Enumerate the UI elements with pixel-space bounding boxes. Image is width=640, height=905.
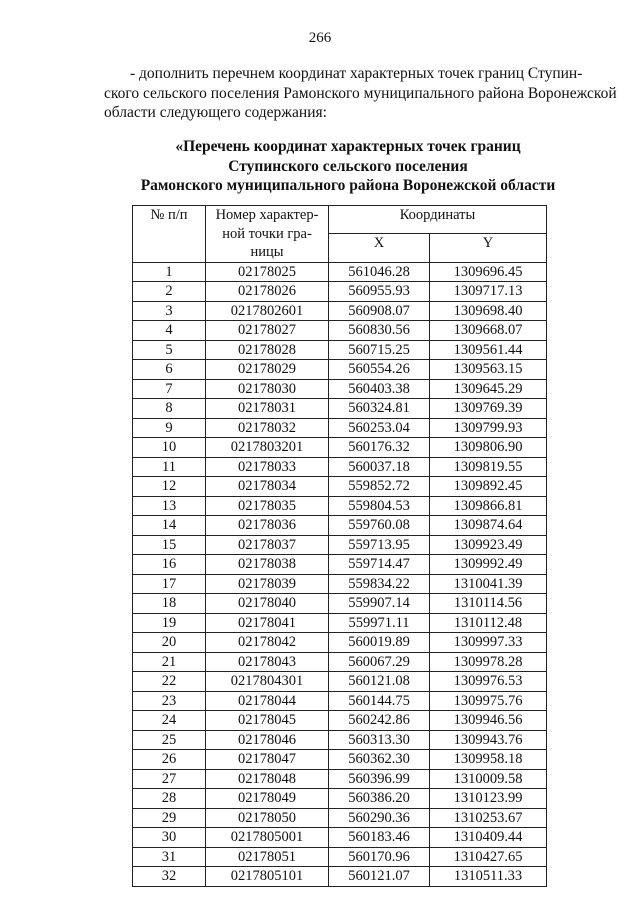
table-row <box>133 867 547 887</box>
row-number-cell: 9 <box>133 418 206 438</box>
header-point-line: Номер характер- <box>215 207 319 223</box>
row-number-cell: 12 <box>133 477 206 497</box>
point-id-cell: 02178040 <box>206 594 329 614</box>
heading-line: Рамонского муниципального района Воронежской области <box>140 177 556 194</box>
x-coordinate-cell: 560144.75 <box>329 691 430 711</box>
intro-line: - дополнить перечнем координат характерных точек границ Ступин- <box>130 65 583 82</box>
y-coordinate-cell: 1309892.45 <box>430 477 547 497</box>
y-coordinate-cell: 1309975.76 <box>430 691 547 711</box>
point-id-cell: 02178032 <box>206 418 329 438</box>
x-coordinate-cell: 560362.30 <box>329 750 430 770</box>
y-coordinate-cell: 1309769.39 <box>430 399 547 419</box>
x-coordinate-cell: 560170.96 <box>329 847 430 867</box>
y-coordinate-cell: 1309943.76 <box>430 730 547 750</box>
header-point-line: ницы <box>250 244 284 260</box>
y-coordinate-cell: 1310009.58 <box>430 769 547 789</box>
row-number-cell: 29 <box>133 808 206 828</box>
x-coordinate-cell: 559760.08 <box>329 516 430 536</box>
table-row <box>133 360 547 380</box>
y-coordinate-cell: 1309668.07 <box>430 321 547 341</box>
x-coordinate-cell: 560715.25 <box>329 340 430 360</box>
table-row <box>133 633 547 653</box>
x-coordinate-cell: 559907.14 <box>329 594 430 614</box>
point-id-cell: 02178034 <box>206 477 329 497</box>
point-id-cell: 02178028 <box>206 340 329 360</box>
y-coordinate-cell: 1309992.49 <box>430 555 547 575</box>
x-coordinate-cell: 560242.86 <box>329 711 430 731</box>
table-row <box>133 516 547 536</box>
row-number-cell: 18 <box>133 594 206 614</box>
table-heading <box>104 137 592 196</box>
x-coordinate-cell: 560019.89 <box>329 633 430 653</box>
row-number-cell: 19 <box>133 613 206 633</box>
x-coordinate-cell: 560908.07 <box>329 301 430 321</box>
table-row <box>133 301 547 321</box>
point-id-cell: 02178026 <box>206 282 329 302</box>
point-id-cell: 02178031 <box>206 399 329 419</box>
row-number-cell: 28 <box>133 789 206 809</box>
table-row <box>133 594 547 614</box>
header-y: Y <box>430 234 547 262</box>
row-number-cell: 25 <box>133 730 206 750</box>
table-row <box>133 750 547 770</box>
table-row <box>133 282 547 302</box>
point-id-cell: 02178050 <box>206 808 329 828</box>
table-row <box>133 418 547 438</box>
x-coordinate-cell: 560176.32 <box>329 438 430 458</box>
y-coordinate-cell: 1310112.48 <box>430 613 547 633</box>
table-row <box>133 789 547 809</box>
row-number-cell: 30 <box>133 828 206 848</box>
row-number-cell: 31 <box>133 847 206 867</box>
x-coordinate-cell: 560253.04 <box>329 418 430 438</box>
point-id-cell: 02178033 <box>206 457 329 477</box>
point-id-cell: 02178046 <box>206 730 329 750</box>
point-id-cell: 02178049 <box>206 789 329 809</box>
y-coordinate-cell: 1309696.45 <box>430 262 547 282</box>
table-body <box>133 262 547 886</box>
point-id-cell: 02178035 <box>206 496 329 516</box>
x-coordinate-cell: 560396.99 <box>329 769 430 789</box>
table-row <box>133 321 547 341</box>
row-number-cell: 22 <box>133 672 206 692</box>
table-row <box>133 438 547 458</box>
row-number-cell: 3 <box>133 301 206 321</box>
row-number-cell: 7 <box>133 379 206 399</box>
table-row <box>133 574 547 594</box>
y-coordinate-cell: 1309698.40 <box>430 301 547 321</box>
table-row <box>133 496 547 516</box>
row-number-cell: 23 <box>133 691 206 711</box>
point-id-cell: 0217803201 <box>206 438 329 458</box>
row-number-cell: 4 <box>133 321 206 341</box>
table-row <box>133 730 547 750</box>
row-number-cell: 21 <box>133 652 206 672</box>
y-coordinate-cell: 1309976.53 <box>430 672 547 692</box>
row-number-cell: 15 <box>133 535 206 555</box>
row-number-cell: 32 <box>133 867 206 887</box>
point-id-cell: 02178038 <box>206 555 329 575</box>
x-coordinate-cell: 560290.36 <box>329 808 430 828</box>
table-row <box>133 808 547 828</box>
table-row <box>133 457 547 477</box>
point-id-cell: 02178051 <box>206 847 329 867</box>
row-number-cell: 10 <box>133 438 206 458</box>
y-coordinate-cell: 1309958.18 <box>430 750 547 770</box>
y-coordinate-cell: 1310253.67 <box>430 808 547 828</box>
header-num: № п/п <box>133 206 206 263</box>
x-coordinate-cell: 560121.07 <box>329 867 430 887</box>
row-number-cell: 2 <box>133 282 206 302</box>
page-number: 266 <box>308 30 332 46</box>
point-id-cell: 02178044 <box>206 691 329 711</box>
header-coordinates: Координаты <box>329 206 547 234</box>
point-id-cell: 02178027 <box>206 321 329 341</box>
x-coordinate-cell: 559713.95 <box>329 535 430 555</box>
x-coordinate-cell: 560313.30 <box>329 730 430 750</box>
table-row <box>133 711 547 731</box>
y-coordinate-cell: 1309923.49 <box>430 535 547 555</box>
y-coordinate-cell: 1309978.28 <box>430 652 547 672</box>
x-coordinate-cell: 559714.47 <box>329 555 430 575</box>
row-number-cell: 24 <box>133 711 206 731</box>
table-row <box>133 652 547 672</box>
y-coordinate-cell: 1310114.56 <box>430 594 547 614</box>
row-number-cell: 13 <box>133 496 206 516</box>
coordinates-table <box>132 205 547 887</box>
y-coordinate-cell: 1309866.81 <box>430 496 547 516</box>
y-coordinate-cell: 1310409.44 <box>430 828 547 848</box>
row-number-cell: 14 <box>133 516 206 536</box>
table-row <box>133 828 547 848</box>
x-coordinate-cell: 560830.56 <box>329 321 430 341</box>
y-coordinate-cell: 1309819.55 <box>430 457 547 477</box>
header-point-line: ной точки гра- <box>222 225 312 242</box>
row-number-cell: 27 <box>133 769 206 789</box>
y-coordinate-cell: 1310511.33 <box>430 867 547 887</box>
y-coordinate-cell: 1309563.15 <box>430 360 547 380</box>
x-coordinate-cell: 561046.28 <box>329 262 430 282</box>
point-id-cell: 0217805001 <box>206 828 329 848</box>
row-number-cell: 17 <box>133 574 206 594</box>
x-coordinate-cell: 560386.20 <box>329 789 430 809</box>
point-id-cell: 02178036 <box>206 516 329 536</box>
table-row <box>133 399 547 419</box>
point-id-cell: 02178042 <box>206 633 329 653</box>
row-number-cell: 26 <box>133 750 206 770</box>
row-number-cell: 8 <box>133 399 206 419</box>
table-row <box>133 340 547 360</box>
intro-paragraph <box>104 64 617 123</box>
row-number-cell: 20 <box>133 633 206 653</box>
x-coordinate-cell: 559804.53 <box>329 496 430 516</box>
intro-line: области следующего содержания: <box>104 104 327 121</box>
point-id-cell: 0217804301 <box>206 672 329 692</box>
row-number-cell: 11 <box>133 457 206 477</box>
heading-line: «Перечень координат характерных точек границ <box>175 138 521 155</box>
table-row <box>133 847 547 867</box>
y-coordinate-cell: 1309946.56 <box>430 711 547 731</box>
heading-line: Ступинского сельского поселения <box>228 157 468 175</box>
header-point <box>206 206 329 263</box>
y-coordinate-cell: 1310123.99 <box>430 789 547 809</box>
table-row <box>133 769 547 789</box>
y-coordinate-cell: 1309717.13 <box>430 282 547 302</box>
x-coordinate-cell: 559852.72 <box>329 477 430 497</box>
table-row <box>133 379 547 399</box>
y-coordinate-cell: 1310041.39 <box>430 574 547 594</box>
y-coordinate-cell: 1310427.65 <box>430 847 547 867</box>
point-id-cell: 0217802601 <box>206 301 329 321</box>
point-id-cell: 02178045 <box>206 711 329 731</box>
point-id-cell: 02178030 <box>206 379 329 399</box>
row-number-cell: 1 <box>133 262 206 282</box>
table-row <box>133 535 547 555</box>
x-coordinate-cell: 559834.22 <box>329 574 430 594</box>
x-coordinate-cell: 560067.29 <box>329 652 430 672</box>
table-row <box>133 691 547 711</box>
table-row <box>133 555 547 575</box>
x-coordinate-cell: 560183.46 <box>329 828 430 848</box>
header-x: X <box>329 234 430 262</box>
y-coordinate-cell: 1309806.90 <box>430 438 547 458</box>
table-row <box>133 262 547 282</box>
x-coordinate-cell: 560403.38 <box>329 379 430 399</box>
point-id-cell: 0217805101 <box>206 867 329 887</box>
row-number-cell: 16 <box>133 555 206 575</box>
table-row <box>133 672 547 692</box>
x-coordinate-cell: 560121.08 <box>329 672 430 692</box>
row-number-cell: 5 <box>133 340 206 360</box>
y-coordinate-cell: 1309561.44 <box>430 340 547 360</box>
y-coordinate-cell: 1309874.64 <box>430 516 547 536</box>
point-id-cell: 02178047 <box>206 750 329 770</box>
point-id-cell: 02178043 <box>206 652 329 672</box>
x-coordinate-cell: 560955.93 <box>329 282 430 302</box>
intro-line: ского сельского поселения Рамонского муниципального района Воронежской <box>104 84 617 102</box>
y-coordinate-cell: 1309997.33 <box>430 633 547 653</box>
table-row <box>133 613 547 633</box>
x-coordinate-cell: 560324.81 <box>329 399 430 419</box>
table-row <box>133 477 547 497</box>
point-id-cell: 02178025 <box>206 262 329 282</box>
point-id-cell: 02178041 <box>206 613 329 633</box>
y-coordinate-cell: 1309645.29 <box>430 379 547 399</box>
x-coordinate-cell: 559971.11 <box>329 613 430 633</box>
y-coordinate-cell: 1309799.93 <box>430 418 547 438</box>
point-id-cell: 02178037 <box>206 535 329 555</box>
point-id-cell: 02178029 <box>206 360 329 380</box>
row-number-cell: 6 <box>133 360 206 380</box>
point-id-cell: 02178048 <box>206 769 329 789</box>
x-coordinate-cell: 560554.26 <box>329 360 430 380</box>
x-coordinate-cell: 560037.18 <box>329 457 430 477</box>
point-id-cell: 02178039 <box>206 574 329 594</box>
